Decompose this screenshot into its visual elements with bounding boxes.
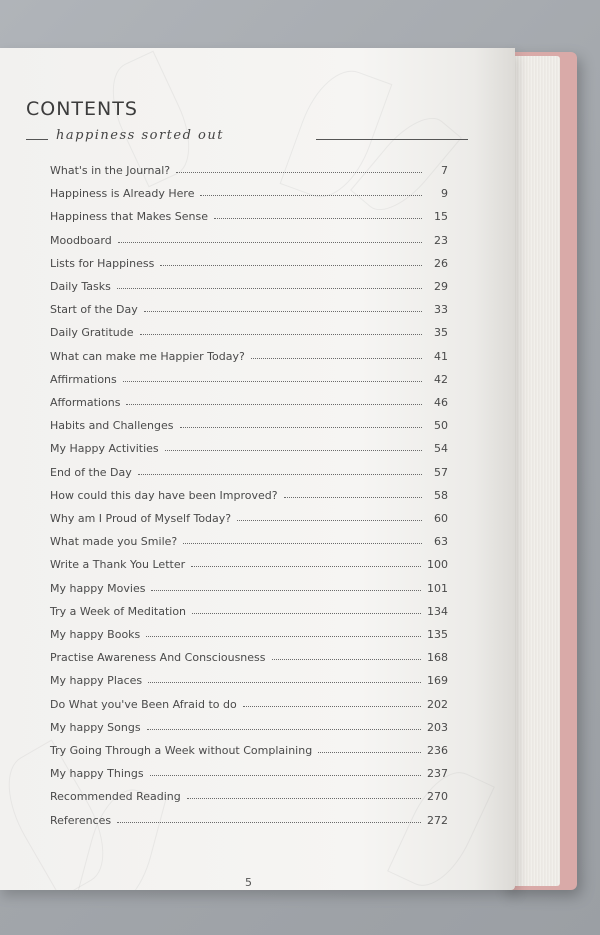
dot-leader: [118, 233, 422, 243]
toc-entry-page: 169: [427, 674, 448, 688]
toc-entry: [50, 234, 450, 252]
toc-entry: [50, 396, 450, 414]
dot-leader: [144, 302, 422, 312]
toc-entry: [50, 419, 450, 437]
toc-entry: [50, 280, 450, 298]
toc-entry: [50, 582, 450, 600]
toc-entry-page: 63: [434, 535, 448, 549]
toc-entry: [50, 535, 450, 553]
toc-entry-page: 50: [434, 419, 448, 433]
divider: [26, 139, 48, 140]
toc-entry: [50, 350, 450, 368]
toc-entry-title: Write a Thank You Letter: [50, 558, 186, 572]
toc-entry: [50, 164, 450, 182]
toc-entry: [50, 257, 450, 275]
toc-entry-page: 270: [427, 790, 448, 804]
toc-entry-title: Lists for Happiness: [50, 256, 155, 270]
toc-entry-page: 23: [434, 233, 448, 247]
toc-entry-page: 9: [441, 187, 448, 201]
toc-entry-title: My Happy Activities: [50, 442, 159, 456]
toc-entry-title: My happy Places: [50, 674, 143, 688]
page-number: 5: [245, 876, 252, 889]
toc-entry: [50, 674, 450, 692]
dot-leader: [187, 789, 421, 799]
toc-entry-page: 41: [434, 349, 448, 363]
toc-entry-title: Habits and Challenges: [50, 419, 174, 433]
toc-entry-page: 202: [427, 697, 448, 711]
toc-entry-title: Happiness that Makes Sense: [50, 210, 208, 224]
subtitle: happiness sorted out: [56, 128, 224, 143]
toc-entry: [50, 698, 450, 716]
toc-entry: [50, 373, 450, 391]
toc-entry: [50, 721, 450, 739]
toc-entry: [50, 187, 450, 205]
toc-entry: [50, 303, 450, 321]
toc-entry-title: What made you Smile?: [50, 535, 178, 549]
toc-entry-page: 272: [427, 813, 448, 827]
dot-leader: [147, 720, 421, 730]
toc-entry-title: Recommended Reading: [50, 790, 181, 804]
toc-entry: [50, 512, 450, 530]
toc-entry: [50, 744, 450, 762]
dot-leader: [160, 256, 422, 266]
toc-entry-title: How could this day have been Improved?: [50, 488, 278, 502]
toc-entry-page: 42: [434, 372, 448, 386]
dot-leader: [243, 697, 421, 707]
dot-leader: [251, 349, 422, 359]
toc-entry-page: 7: [441, 164, 448, 177]
toc-entry: [50, 442, 450, 460]
dot-leader: [191, 557, 421, 567]
toc-entry-title: Daily Tasks: [50, 280, 111, 293]
page-title: CONTENTS: [26, 98, 138, 120]
toc-entry: [50, 558, 450, 576]
toc-entry-page: 168: [427, 651, 448, 665]
dot-leader: [151, 581, 421, 591]
toc-entry: [50, 767, 450, 785]
dot-leader: [200, 186, 422, 196]
toc-entry-page: 101: [427, 581, 448, 595]
toc-entry-title: My happy Movies: [50, 581, 146, 595]
dot-leader: [284, 488, 422, 498]
toc-entry: [50, 605, 450, 623]
dot-leader: [150, 766, 421, 776]
dot-leader: [176, 163, 422, 173]
dot-leader: [117, 813, 421, 823]
dot-leader: [126, 395, 422, 405]
dot-leader: [183, 534, 422, 544]
toc-entry-title: Start of the Day: [50, 303, 138, 317]
dot-leader: [138, 465, 422, 475]
toc-entry-page: 26: [434, 256, 448, 270]
dot-leader: [214, 209, 422, 219]
toc-entry: [50, 790, 450, 808]
toc-entry-page: 33: [434, 303, 448, 317]
toc-entry-page: 60: [434, 512, 448, 525]
toc-entry: [50, 628, 450, 646]
toc-entry-page: 237: [427, 767, 448, 781]
dot-leader: [318, 743, 421, 753]
toc-entry-page: 54: [434, 442, 448, 456]
toc-entry-page: 134: [427, 604, 448, 618]
toc-entry-title: Daily Gratitude: [50, 326, 134, 340]
toc-entry-title: Try Going Through a Week without Complaining: [50, 744, 313, 757]
toc-entry-title: What can make me Happier Today?: [50, 349, 245, 363]
dot-leader: [192, 604, 421, 614]
toc-entry: [50, 651, 450, 669]
toc-entry-title: Happiness is Already Here: [50, 187, 195, 201]
toc-entry-page: 46: [434, 396, 448, 409]
toc-entry: [50, 210, 450, 228]
dot-leader: [148, 673, 421, 683]
toc-entry-title: My happy Books: [50, 628, 141, 641]
toc-entry-page: 203: [427, 720, 448, 734]
dot-leader: [146, 627, 421, 637]
toc-entry-title: Try a Week of Meditation: [50, 604, 187, 618]
dot-leader: [180, 418, 422, 428]
toc-entry: [50, 466, 450, 484]
toc-entry-title: Do What you've Been Afraid to do: [50, 697, 237, 711]
toc-entry: [50, 489, 450, 507]
toc-entry-title: End of the Day: [50, 465, 132, 479]
toc-entry: [50, 326, 450, 344]
toc-entry-title: Afformations: [50, 396, 121, 409]
dot-leader: [165, 441, 422, 451]
dot-leader: [272, 650, 421, 660]
toc-entry-title: Practise Awareness And Consciousness: [50, 651, 266, 665]
subtitle-row: [26, 128, 471, 148]
toc-entry-page: 100: [427, 558, 448, 572]
dot-leader: [237, 511, 422, 521]
toc-entry-title: My happy Things: [50, 767, 144, 781]
toc-entry-page: 35: [434, 326, 448, 340]
dot-leader: [123, 372, 422, 382]
dot-leader: [140, 325, 422, 335]
divider: [316, 139, 468, 140]
toc-entry-title: Why am I Proud of Myself Today?: [50, 512, 232, 525]
toc-entry: [50, 814, 450, 832]
toc-entry-title: My happy Songs: [50, 720, 141, 734]
toc-entry-page: 135: [427, 628, 448, 641]
toc-entry-title: What's in the Journal?: [50, 164, 171, 177]
dot-leader: [117, 279, 422, 289]
toc-entry-page: 29: [434, 280, 448, 293]
toc-entry-page: 15: [434, 210, 448, 224]
toc-entry-title: Moodboard: [50, 233, 112, 247]
toc-entry-title: References: [50, 813, 112, 827]
toc-entry-page: 57: [434, 465, 448, 479]
toc-entry-title: Affirmations: [50, 372, 117, 386]
toc-entry-page: 58: [434, 488, 448, 502]
toc-entry-page: 236: [427, 744, 448, 757]
